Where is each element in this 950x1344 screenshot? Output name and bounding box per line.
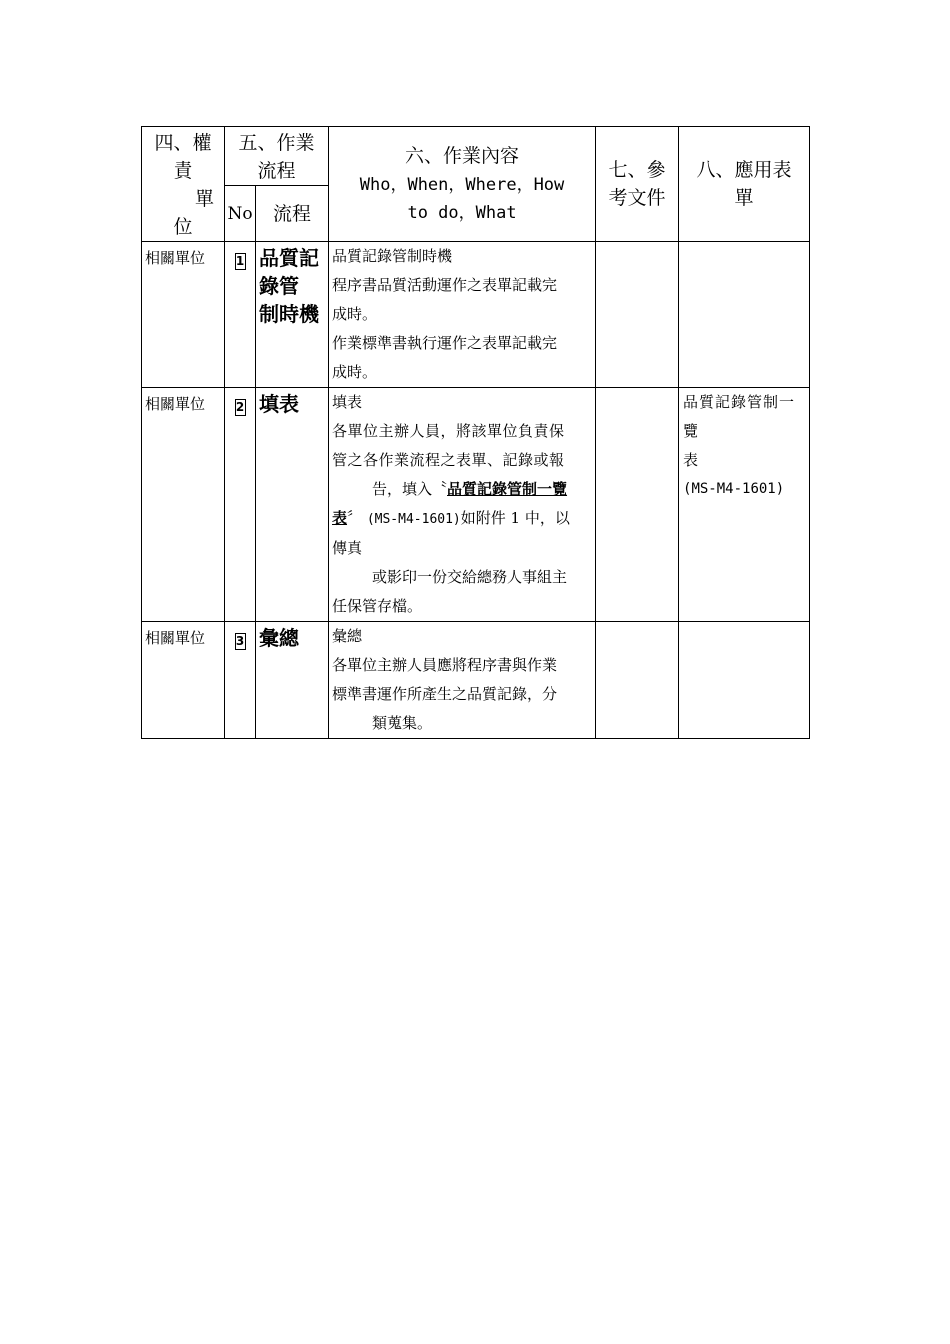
table-row xyxy=(142,242,810,388)
step-number-box: 3 xyxy=(235,634,245,648)
step-number xyxy=(225,622,256,739)
header-flow-label: 流程 xyxy=(273,202,312,225)
form-name-link-cont: 表 xyxy=(332,509,348,527)
work-content xyxy=(329,622,596,739)
work-content xyxy=(329,388,596,622)
step-name xyxy=(256,242,329,388)
step-name-line: 錄管 xyxy=(259,274,299,298)
content-line: 品質記錄管制時機 xyxy=(332,247,453,265)
content-line: 傳真 xyxy=(332,539,363,557)
content-line: 彙總 xyxy=(332,627,363,645)
header-col6-line3: to do，What xyxy=(407,203,517,223)
header-applied-forms xyxy=(679,127,810,242)
header-col5-line1: 五、作業 xyxy=(238,132,315,154)
header-flow xyxy=(256,186,329,242)
header-no-label: No xyxy=(227,203,253,224)
applied-forms-cell xyxy=(679,242,810,388)
content-line: 類蒐集。 xyxy=(372,714,433,732)
content-line: 程序書品質活動運作之表單記載完 xyxy=(332,276,558,294)
step-name xyxy=(256,622,329,739)
content-text: 告，填入〝 xyxy=(372,480,448,498)
step-number-box: 1 xyxy=(235,254,245,268)
responsible-unit: 相關單位 xyxy=(142,242,225,388)
reference-docs-cell xyxy=(596,242,679,388)
form-line: 品質記錄管制一 xyxy=(683,393,796,411)
form-line: 表 xyxy=(683,451,700,469)
applied-forms-cell xyxy=(679,622,810,739)
header-col8-line2: 單 xyxy=(734,187,754,209)
content-line: 或影印一份交給總務人事組主 xyxy=(372,568,568,586)
header-work-content xyxy=(329,127,596,242)
header-col8-line1: 八、應用表 xyxy=(696,159,792,181)
responsible-unit: 相關單位 xyxy=(142,622,225,739)
header-no xyxy=(225,186,256,242)
content-line: 各單位主辦人員，將該單位負責保 xyxy=(332,422,565,440)
step-number-box: 2 xyxy=(235,400,245,414)
content-line: 任保管存檔。 xyxy=(332,597,423,615)
table-row xyxy=(142,622,810,739)
content-line xyxy=(332,475,594,504)
responsible-unit: 相關單位 xyxy=(142,388,225,622)
header-col4-line4: 位 xyxy=(173,216,193,238)
header-col4-line3: 單 xyxy=(194,188,214,210)
step-name-line: 品質記 xyxy=(259,246,319,270)
header-col6-line2: Who，When，Where，How xyxy=(359,175,565,195)
form-code: (MS-M4-1601) xyxy=(366,512,461,527)
header-workflow xyxy=(225,127,329,186)
content-line: 作業標準書執行運作之表單記載完 xyxy=(332,334,558,352)
step-name-line: 彙總 xyxy=(259,626,299,650)
procedure-table xyxy=(141,126,810,739)
step-name-line: 填表 xyxy=(259,392,299,416)
content-text: 〞 xyxy=(347,509,363,527)
applied-forms-cell xyxy=(679,388,810,622)
header-col4-line1: 四、權 xyxy=(154,132,212,154)
step-number xyxy=(225,242,256,388)
header-col7-line1: 七、參 xyxy=(608,159,666,181)
header-col6-line1: 六、作業內容 xyxy=(405,145,520,167)
step-number xyxy=(225,388,256,622)
form-code: (MS-M4-1601) xyxy=(683,481,785,497)
header-col7-line2: 考文件 xyxy=(608,187,666,209)
form-line: 覽 xyxy=(683,422,700,440)
content-text: 如附件 1 中，以 xyxy=(460,509,570,527)
content-line: 填表 xyxy=(332,393,363,411)
step-name-line: 制時機 xyxy=(259,302,319,326)
content-line: 管之各作業流程之表單、記錄或報 xyxy=(332,451,565,469)
content-line: 成時。 xyxy=(332,305,378,323)
header-reference-docs xyxy=(596,127,679,242)
form-name-link: 品質記錄管制一覽 xyxy=(447,480,568,498)
work-content xyxy=(329,242,596,388)
header-col5-line2: 流程 xyxy=(257,160,296,182)
header-col4-line2: 責 xyxy=(173,160,193,182)
table-row xyxy=(142,388,810,622)
reference-docs-cell xyxy=(596,622,679,739)
content-line: 標準書運作所產生之品質記錄，分 xyxy=(332,685,558,703)
content-line: 成時。 xyxy=(332,363,378,381)
content-line xyxy=(332,504,594,534)
step-name xyxy=(256,388,329,622)
header-responsible-unit xyxy=(142,127,225,242)
content-line: 各單位主辦人員應將程序書與作業 xyxy=(332,656,558,674)
reference-docs-cell xyxy=(596,388,679,622)
